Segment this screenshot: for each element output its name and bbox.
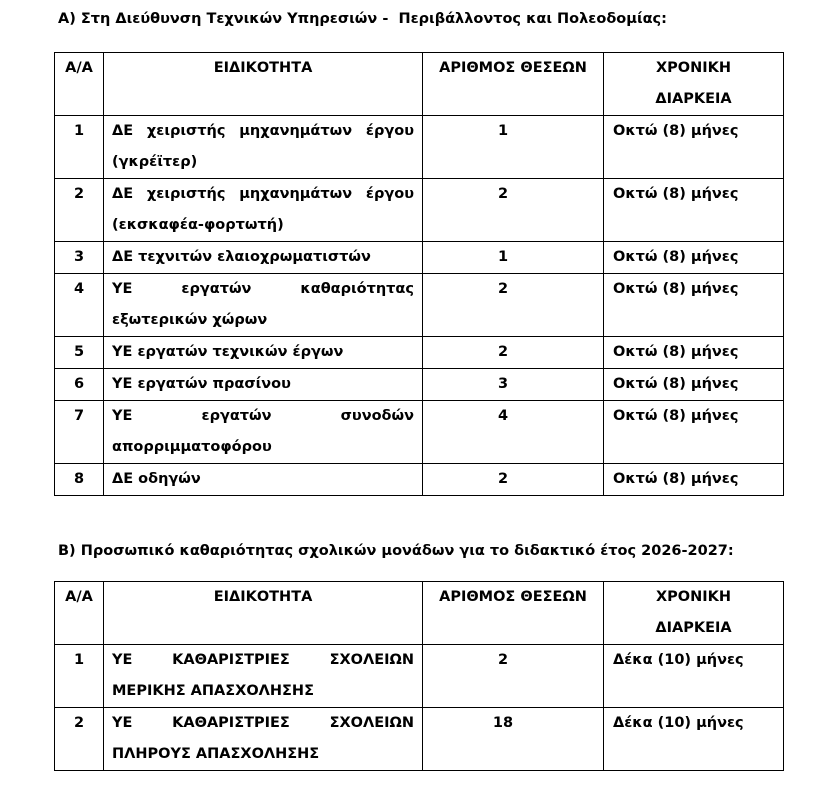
- table-row: [55, 401, 784, 464]
- table-row: [55, 242, 784, 274]
- table-row: [55, 274, 784, 337]
- table-row: [55, 337, 784, 369]
- row-positions: 1: [423, 116, 604, 179]
- header-positions: ΑΡΙΘΜΟΣ ΘΕΣΕΩΝ: [423, 53, 604, 116]
- table-row: [55, 179, 784, 242]
- row-aa: 8: [55, 464, 104, 496]
- section-b-table: [54, 581, 784, 771]
- row-specialty: ΔΕ οδηγών: [104, 464, 423, 496]
- row-positions: 2: [423, 464, 604, 496]
- table-row: [55, 708, 784, 771]
- table-header-row: [55, 582, 784, 645]
- header-positions: ΑΡΙΘΜΟΣ ΘΕΣΕΩΝ: [423, 582, 604, 645]
- table-row: [55, 645, 784, 708]
- row-duration: Οκτώ (8) μήνες: [604, 464, 784, 496]
- row-aa: 6: [55, 369, 104, 401]
- row-duration: Οκτώ (8) μήνες: [604, 337, 784, 369]
- header-specialty: ΕΙΔΙΚΟΤΗΤΑ: [104, 582, 423, 645]
- row-positions: 3: [423, 369, 604, 401]
- row-duration: Οκτώ (8) μήνες: [604, 401, 784, 464]
- section-a-heading: Α) Στη Διεύθυνση Τεχνικών Υπηρεσιών - Περιβάλλοντος και Πολεοδομίας:: [58, 11, 667, 27]
- header-aa: Α/Α: [55, 53, 104, 116]
- row-specialty-line1: ΥΕ ΚΑΘΑΡΙΣΤΡΙΕΣ ΣΧΟΛΕΙΩΝ: [112, 715, 414, 731]
- row-specialty: ΥΕ εργατών τεχνικών έργων: [104, 337, 423, 369]
- row-specialty: [104, 274, 423, 337]
- header-duration-line2: ΔΙΑΡΚΕΙΑ: [655, 91, 732, 107]
- header-aa: Α/Α: [55, 582, 104, 645]
- row-aa: 7: [55, 401, 104, 464]
- table-row: [55, 464, 784, 496]
- row-positions: 1: [423, 242, 604, 274]
- row-positions: 2: [423, 337, 604, 369]
- row-specialty: ΔΕ τεχνιτών ελαιοχρωματιστών: [104, 242, 423, 274]
- section-b-heading: Β) Προσωπικό καθαριότητας σχολικών μονάδων για το διδακτικό έτος 2026-2027:: [58, 543, 734, 559]
- row-positions: 2: [423, 274, 604, 337]
- header-duration: [604, 53, 784, 116]
- row-positions: 4: [423, 401, 604, 464]
- row-specialty: [104, 645, 423, 708]
- header-specialty: ΕΙΔΙΚΟΤΗΤΑ: [104, 53, 423, 116]
- row-aa: 1: [55, 116, 104, 179]
- row-positions: 18: [423, 708, 604, 771]
- row-specialty-line1: ΥΕ ΚΑΘΑΡΙΣΤΡΙΕΣ ΣΧΟΛΕΙΩΝ: [112, 652, 414, 668]
- header-duration-line1: ΧΡΟΝΙΚΗ: [655, 60, 732, 76]
- row-specialty-line1: ΔΕ χειριστής μηχανημάτων έργου: [112, 123, 414, 139]
- row-specialty-line1: ΥΕ εργατών συνοδών: [112, 408, 414, 424]
- row-aa: 2: [55, 179, 104, 242]
- row-specialty-line2: εξωτερικών χώρων: [112, 312, 268, 328]
- row-specialty-line2: (γκρέϊτερ): [112, 154, 198, 170]
- section-a-table: [54, 52, 784, 496]
- row-aa: 2: [55, 708, 104, 771]
- row-positions: 2: [423, 179, 604, 242]
- row-specialty-line2: απορριμματοφόρου: [112, 439, 272, 455]
- row-aa: 5: [55, 337, 104, 369]
- header-duration: [604, 582, 784, 645]
- row-duration: Δέκα (10) μήνες: [604, 708, 784, 771]
- table-row: [55, 116, 784, 179]
- row-specialty-line2: ΜΕΡΙΚΗΣ ΑΠΑΣΧΟΛΗΣΗΣ: [112, 683, 314, 699]
- row-duration: Οκτώ (8) μήνες: [604, 116, 784, 179]
- row-positions: 2: [423, 645, 604, 708]
- row-specialty-line1: ΔΕ χειριστής μηχανημάτων έργου: [112, 186, 414, 202]
- row-duration: Δέκα (10) μήνες: [604, 645, 784, 708]
- row-specialty: [104, 116, 423, 179]
- table-header-row: [55, 53, 784, 116]
- row-specialty-line1: ΥΕ εργατών καθαριότητας: [112, 281, 414, 297]
- row-duration: Οκτώ (8) μήνες: [604, 179, 784, 242]
- row-duration: Οκτώ (8) μήνες: [604, 274, 784, 337]
- header-duration-line1: ΧΡΟΝΙΚΗ: [655, 589, 732, 605]
- row-specialty-line2: (εκσκαφέα-φορτωτή): [112, 217, 284, 233]
- header-duration-line2: ΔΙΑΡΚΕΙΑ: [655, 620, 732, 636]
- table-row: [55, 369, 784, 401]
- row-aa: 1: [55, 645, 104, 708]
- row-specialty-line2: ΠΛΗΡΟΥΣ ΑΠΑΣΧΟΛΗΣΗΣ: [112, 746, 320, 762]
- row-aa: 4: [55, 274, 104, 337]
- row-specialty: [104, 401, 423, 464]
- row-specialty: [104, 179, 423, 242]
- row-aa: 3: [55, 242, 104, 274]
- row-specialty: ΥΕ εργατών πρασίνου: [104, 369, 423, 401]
- row-duration: Οκτώ (8) μήνες: [604, 242, 784, 274]
- row-duration: Οκτώ (8) μήνες: [604, 369, 784, 401]
- row-specialty: [104, 708, 423, 771]
